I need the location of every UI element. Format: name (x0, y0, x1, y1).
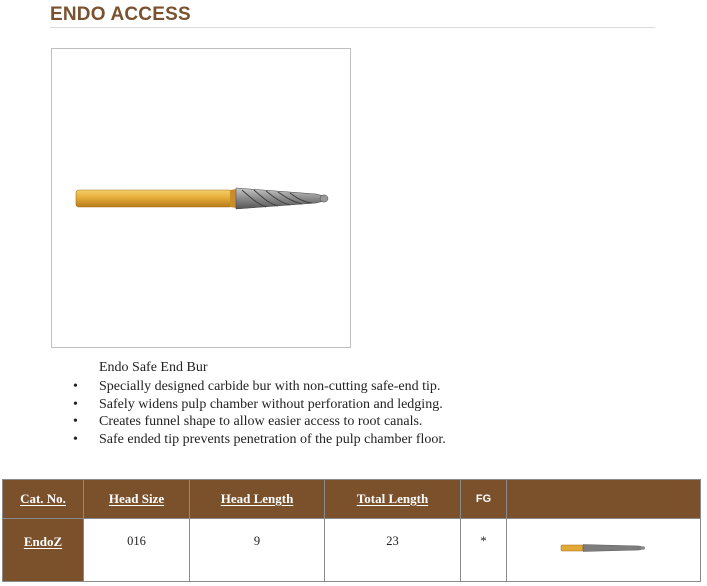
bullet-icon: • (73, 396, 78, 412)
cell-thumbnail (507, 519, 701, 582)
cell-total-length: 23 (325, 519, 461, 582)
feature-text: Safe ended tip prevents penetration of the pulp chamber floor. (99, 431, 446, 447)
feature-text: Safely widens pulp chamber without perforation and ledging. (99, 396, 443, 412)
cell-head-size: 016 (84, 519, 190, 582)
list-item (70, 431, 446, 449)
column-header-cat-no: Cat. No. (3, 480, 84, 519)
table-header-row (3, 480, 701, 519)
feature-text: Creates funnel shape to allow easier access to root canals. (99, 414, 423, 429)
cell-head-length: 9 (190, 519, 325, 582)
product-caption: Endo Safe End Bur (99, 360, 208, 375)
feature-list (70, 378, 446, 448)
column-header-image (507, 480, 701, 519)
bullet-icon: • (73, 414, 78, 429)
feature-text: Specially designed carbide bur with non-cutting safe-end tip. (99, 379, 441, 394)
bur-thumbnail-icon (559, 541, 649, 555)
cell-cat-no: EndoZ (3, 519, 84, 582)
list-item (70, 413, 446, 431)
column-header-fg: FG (461, 480, 507, 519)
title-divider (50, 27, 655, 28)
list-item (70, 396, 446, 414)
table-row (3, 519, 701, 582)
product-spec-table (2, 479, 701, 582)
bullet-icon: • (73, 379, 78, 394)
cell-fg: * (461, 519, 507, 582)
column-header-total-length: Total Length (325, 480, 461, 519)
column-header-head-size: Head Size (84, 480, 190, 519)
bullet-icon: • (73, 431, 78, 447)
product-image (51, 48, 351, 348)
list-item (70, 378, 446, 396)
endo-bur-image-icon (52, 49, 350, 347)
page-title: ENDO ACCESS (50, 4, 191, 25)
column-header-head-length: Head Length (190, 480, 325, 519)
